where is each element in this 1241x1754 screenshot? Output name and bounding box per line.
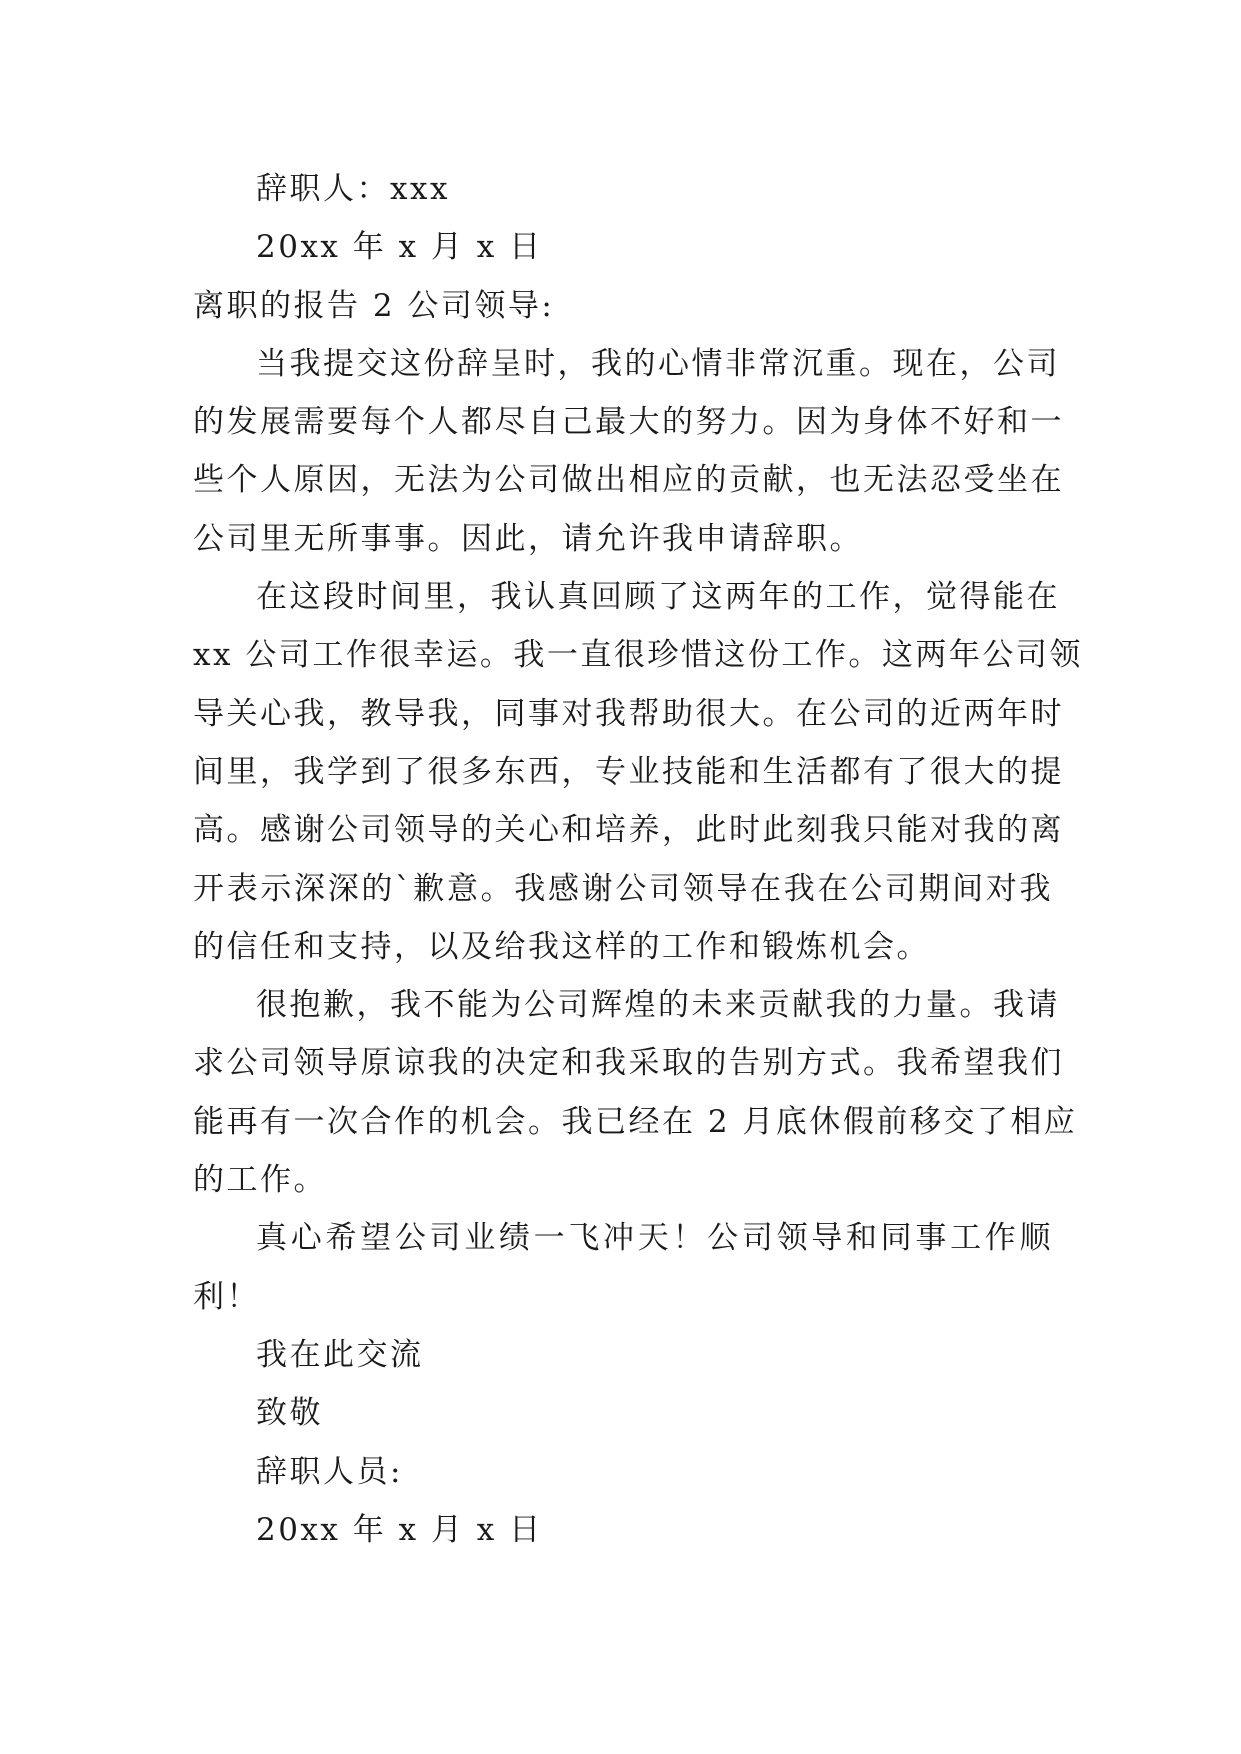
signer-line: 辞职人：xxx (256, 171, 450, 207)
paragraph-line: 的工作。 (193, 1162, 327, 1199)
paragraph-line: 高。感谢公司领导的关心和培养，此时此刻我只能对我的离 (193, 812, 1064, 849)
date-line: 20xx 年 x 月 x 日 (256, 1511, 543, 1548)
paragraph-line: 公司里无所事事。因此，请允许我申请辞职。 (193, 520, 863, 557)
paragraph-line: 间里，我学到了很多东西，专业技能和生活都有了很大的提 (193, 753, 1064, 790)
paragraph-line: 真心希望公司业绩一飞冲天！公司领导和同事工作顺 (256, 1220, 1053, 1257)
paragraph-line: 些个人原因，无法为公司做出相应的贡献，也无法忍受坐在 (193, 462, 1064, 499)
paragraph (193, 335, 1064, 568)
paragraph (193, 1209, 1053, 1326)
date-line: 20xx 年 x 月 x 日 (256, 229, 543, 266)
paragraph-line: 导关心我，教导我，同事对我帮助很大。在公司的近两年时 (193, 695, 1064, 732)
paragraph-line: xx 公司工作很幸运。我一直很珍惜这份工作。这两年公司领 (193, 637, 1083, 674)
paragraph-line: 能再有一次合作的机会。我已经在 2 月底休假前移交了相应 (193, 1103, 1078, 1140)
paragraph-line: 的信任和支持，以及给我这样的工作和锻炼机会。 (193, 928, 930, 965)
paragraph-line: 的发展需要每个人都尽自己最大的努力。因为身体不好和一 (193, 404, 1064, 441)
document-body (193, 160, 1083, 1559)
paragraph-line: 利！ (193, 1278, 260, 1315)
paragraph-line: 求公司领导原谅我的决定和我采取的告别方式。我希望我们 (193, 1045, 1064, 1082)
letter-heading: 离职的报告 2 公司领导: (193, 287, 555, 324)
paragraph (193, 976, 1078, 1209)
salutation-line: 致敬 (256, 1395, 323, 1432)
paragraph-line: 在这段时间里，我认真回顾了这两年的工作，觉得能在 (256, 579, 1060, 616)
paragraph-line: 很抱歉，我不能为公司辉煌的未来贡献我的力量。我请 (256, 987, 1060, 1024)
paragraph-line: 开表示深深的`歉意。我感谢公司领导在我在公司期间对我 (193, 870, 1053, 907)
signer-line: 辞职人员: (256, 1453, 403, 1490)
closing-line: 我在此交流 (256, 1336, 424, 1373)
paragraph (193, 568, 1083, 976)
paragraph-line: 当我提交这份辞呈时，我的心情非常沉重。现在，公司 (256, 345, 1060, 382)
